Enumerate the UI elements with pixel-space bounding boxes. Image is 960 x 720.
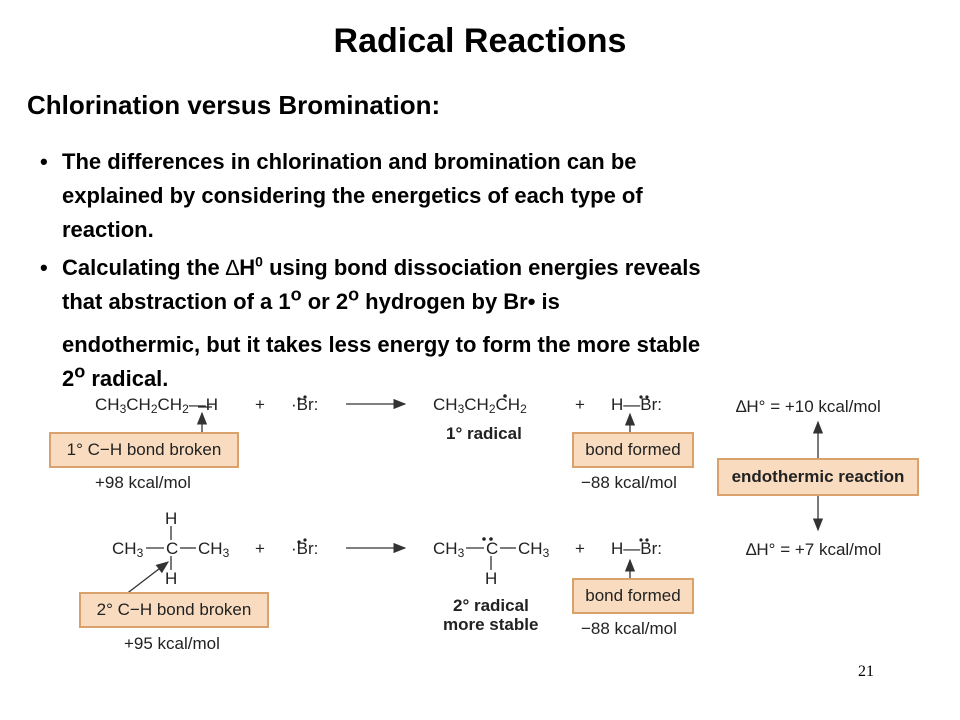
reaction-1-product-label: 1° radical bbox=[446, 424, 522, 443]
hbr-molecule: H—Br: bbox=[611, 395, 662, 414]
energy-formed-1: −88 kcal/mol bbox=[581, 473, 677, 492]
reaction-1-product: $CH_3CH_2CH_2$ bbox=[433, 395, 527, 416]
reaction-2-product-carbon: C bbox=[486, 539, 499, 558]
slide-title: Radical Reactions bbox=[333, 22, 627, 60]
bond-formed-box-2: bond formed bbox=[572, 578, 694, 614]
reaction-2-product-h: H bbox=[485, 569, 498, 588]
delta-h-2: ∆H° = +7 kcal/mol bbox=[746, 540, 882, 559]
bullet-1-line-1: The differences in chlorination and bromination can be bbox=[62, 149, 637, 174]
plus-sign: + bbox=[575, 395, 585, 414]
delta-h-1: ∆H° = +10 kcal/mol bbox=[736, 397, 881, 416]
bullet-2-line-3: endothermic, but it takes less energy to form the more stable bbox=[62, 332, 701, 357]
reaction-2-product-label-1: 2° radical bbox=[453, 596, 529, 615]
bond-broken-box-1: 1° C−H bond broken bbox=[49, 432, 239, 468]
page-number: 21 bbox=[858, 663, 874, 680]
plus-sign: + bbox=[575, 539, 585, 558]
endothermic-box: endothermic reaction bbox=[717, 458, 919, 496]
reaction-1-reactant: $CH_3CH_2CH_2—H$ bbox=[95, 395, 219, 416]
reaction-2-product-ch3-right: $CH_3$ bbox=[518, 539, 550, 560]
bullet-1-line-2: explained by considering the energetics of each type of bbox=[62, 183, 643, 208]
plus-sign: + bbox=[255, 395, 265, 414]
reaction-2-carbon: C bbox=[166, 539, 179, 558]
reaction-2-h-bottom: H bbox=[165, 569, 178, 588]
bullet-2-line-4: 2$^o$ radical. bbox=[62, 361, 169, 391]
energy-broken-2: +95 kcal/mol bbox=[124, 634, 220, 653]
bullet-dot: • bbox=[40, 149, 48, 174]
bond-broken-box-2: 2° C−H bond broken bbox=[79, 592, 269, 628]
pointer-2-arrow bbox=[125, 562, 168, 595]
energy-formed-2: −88 kcal/mol bbox=[581, 619, 677, 638]
bond-formed-box-1: bond formed bbox=[572, 432, 694, 468]
reaction-2-product-label-2: more stable bbox=[443, 615, 539, 634]
slide-subtitle: Chlorination versus Bromination: bbox=[27, 90, 441, 120]
bullet-1-line-3: reaction. bbox=[62, 217, 154, 242]
bromine-radical: ·Br: bbox=[291, 395, 319, 414]
plus-sign: + bbox=[255, 539, 265, 558]
reaction-2-ch3-right: $CH_3$ bbox=[198, 539, 230, 560]
energy-broken-1: +98 kcal/mol bbox=[95, 473, 191, 492]
bromine-radical: ·Br: bbox=[291, 539, 319, 558]
hbr-molecule: H—Br: bbox=[611, 539, 662, 558]
reaction-2-ch3-left: $CH_3$ bbox=[112, 539, 144, 560]
bullet-2-line-2: that abstraction of a 1$^o$ or 2$^o$ hydrogen by Br• is bbox=[62, 284, 560, 314]
reaction-2-product-ch3-left: $CH_3$ bbox=[433, 539, 465, 560]
bullet-2-line-1: Calculating the $\Delta H^0$ using bond dissociation energies reveals bbox=[62, 253, 701, 280]
bullet-dot: • bbox=[40, 255, 48, 280]
reaction-2-h-top: H bbox=[165, 509, 178, 528]
